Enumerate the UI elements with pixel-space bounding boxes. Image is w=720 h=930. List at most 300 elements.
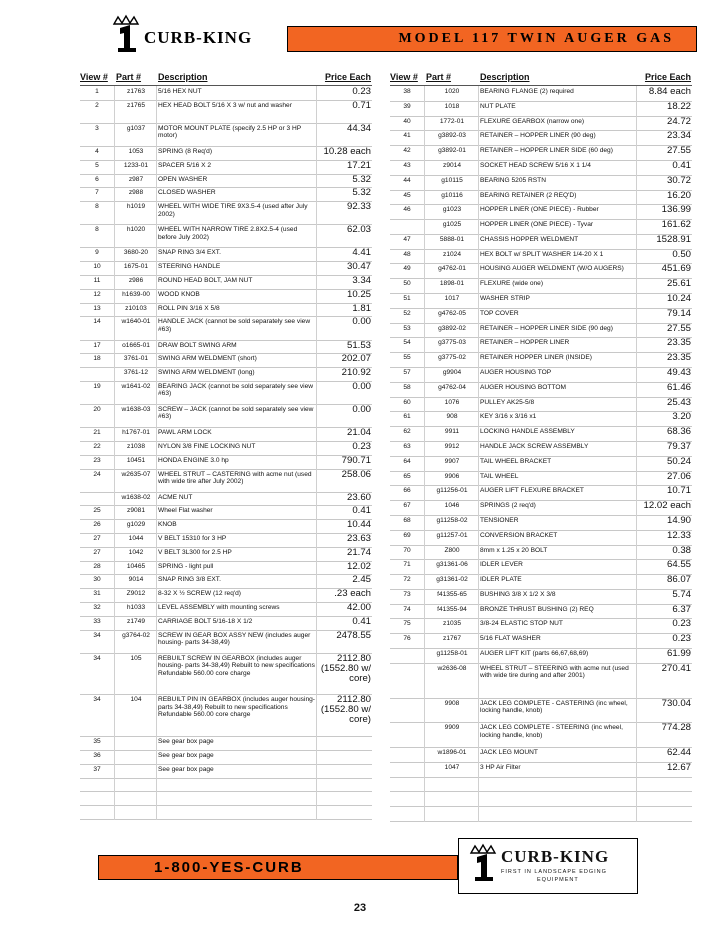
part-description: RETAINER HOPPER LINER (INSIDE) bbox=[480, 354, 592, 362]
price-each: 23.34 bbox=[666, 130, 691, 142]
part-description: SPRING (8 Req'd) bbox=[158, 147, 213, 155]
part-description: BEARING RETAINER (2 REQ'D) bbox=[480, 191, 577, 199]
column-divider bbox=[114, 86, 115, 820]
parts-row bbox=[80, 428, 372, 442]
part-description: FLEXURE GEARBOX (narrow one) bbox=[480, 117, 585, 125]
part-number: z9014 bbox=[443, 161, 461, 169]
part-description: HOPPER LINER (ONE PIECE) - Tyvar bbox=[480, 221, 594, 229]
view-number: 54 bbox=[403, 339, 411, 347]
part-description: WASHER STRIP bbox=[480, 295, 530, 303]
view-number: 51 bbox=[403, 295, 411, 303]
part-description: RETAINER – HOPPER LINER (90 deg) bbox=[480, 132, 596, 140]
part-number: 1898-01 bbox=[439, 280, 465, 288]
price-each: 161.62 bbox=[661, 219, 691, 231]
part-number: z1763 bbox=[127, 88, 145, 95]
part-number: 104 bbox=[130, 696, 142, 704]
part-number: f41355-94 bbox=[437, 605, 467, 613]
price-each: 17.21 bbox=[346, 159, 371, 171]
price-each: 18.22 bbox=[666, 100, 691, 112]
column-header-price: Price Each bbox=[324, 72, 371, 82]
parts-row bbox=[390, 427, 692, 442]
part-number: g3775-02 bbox=[438, 354, 466, 362]
part-description: WHEEL WITH NARROW TIRE 2.8X2.5-4 (used before July 2002) bbox=[158, 226, 298, 241]
price-each: 451.69 bbox=[661, 263, 691, 275]
parts-row bbox=[80, 506, 372, 520]
view-number: 32 bbox=[93, 604, 101, 612]
parts-row bbox=[390, 102, 692, 117]
part-description: See gear box page bbox=[158, 765, 214, 773]
part-description: SOCKET HEAD SCREW 5/16 X 1 1/4 bbox=[480, 161, 591, 169]
part-description: SPACER 5/16 X 2 bbox=[158, 161, 212, 169]
price-each: 0.23 bbox=[672, 633, 691, 645]
part-description: SWING ARM WELDMENT (short) bbox=[158, 355, 257, 363]
price-each: 51.53 bbox=[346, 339, 371, 351]
part-description: WHEEL STRUT – STEERING with acme nut (used with wide tire during and after 2001) bbox=[480, 664, 629, 680]
parts-row bbox=[80, 792, 372, 806]
parts-row bbox=[390, 117, 692, 132]
part-description: HANDLE JACK SCREW ASSEMBLY bbox=[480, 442, 589, 450]
view-number: 28 bbox=[93, 562, 101, 570]
price-each: 0.38 bbox=[672, 544, 691, 556]
view-number: 34 bbox=[93, 631, 101, 639]
view-number: 4 bbox=[95, 147, 99, 155]
parts-row bbox=[390, 338, 692, 353]
price-each: 0.23 bbox=[352, 440, 371, 452]
parts-row bbox=[390, 723, 692, 748]
part-number: 1053 bbox=[128, 147, 144, 155]
part-description: REBUILT PIN IN GEARBOX (includes auger housing- parts 34-38,49) Rebuilt to new specifications Refundable 560.00 core charge bbox=[158, 696, 315, 719]
price-each: 21.74 bbox=[346, 546, 371, 558]
column-divider bbox=[316, 86, 317, 820]
part-number: 1675-01 bbox=[123, 263, 149, 271]
part-number: 9907 bbox=[444, 457, 460, 465]
brand-wordmark: CURB-KING bbox=[501, 847, 610, 866]
parts-row bbox=[80, 456, 372, 470]
view-number: 58 bbox=[403, 383, 411, 391]
price-each: .23 each bbox=[334, 588, 371, 600]
parts-row bbox=[390, 664, 692, 699]
view-number: 55 bbox=[403, 354, 411, 362]
view-number: 22 bbox=[93, 442, 101, 450]
parts-row bbox=[80, 751, 372, 765]
part-number: 10465 bbox=[126, 562, 146, 570]
part-number: w1896-01 bbox=[437, 749, 467, 757]
part-number: g11258-01 bbox=[436, 650, 468, 658]
part-description: 3 HP Air Filter bbox=[480, 763, 521, 771]
parts-row bbox=[80, 603, 372, 617]
parts-row bbox=[390, 649, 692, 664]
view-number: 18 bbox=[93, 355, 101, 363]
part-description: AUGER LIFT KIT (parts 66,67,68,69) bbox=[480, 650, 589, 658]
part-description: BEARING JACK (cannot be sold separately see view #63) bbox=[158, 382, 314, 398]
crown-one-icon bbox=[465, 843, 505, 883]
part-description: 3/8-24 ELASTIC STOP NUT bbox=[480, 620, 563, 628]
parts-row bbox=[390, 161, 692, 176]
view-number: 66 bbox=[403, 487, 411, 495]
part-number: 908 bbox=[446, 413, 458, 421]
parts-row bbox=[80, 617, 372, 631]
parts-row bbox=[80, 695, 372, 737]
part-description: LEVEL ASSEMBLY with mounting screws bbox=[158, 604, 280, 612]
price-each: 24.72 bbox=[666, 115, 691, 127]
column-divider bbox=[156, 86, 157, 820]
parts-row bbox=[390, 590, 692, 605]
parts-row bbox=[390, 264, 692, 279]
part-number: w1640-01 bbox=[121, 318, 151, 326]
part-number: 9912 bbox=[444, 442, 460, 450]
view-number: 36 bbox=[93, 751, 101, 759]
view-number: 13 bbox=[93, 304, 101, 312]
parts-row bbox=[80, 354, 372, 368]
view-number: 63 bbox=[403, 442, 411, 450]
parts-row bbox=[390, 501, 692, 516]
part-number: 1233-01 bbox=[123, 161, 149, 169]
part-description: PAWL ARM LOCK bbox=[158, 429, 212, 437]
part-number: g1023 bbox=[442, 206, 462, 214]
part-number: z1024 bbox=[443, 250, 461, 258]
price-each: 23.35 bbox=[666, 352, 691, 364]
part-description: HOPPER LINER (ONE PIECE) - Rubber bbox=[480, 206, 599, 214]
price-each: 12.02 bbox=[346, 560, 371, 572]
part-number: 1017 bbox=[444, 295, 460, 303]
part-number: z986 bbox=[128, 277, 144, 285]
part-description: KEY 3/16 x 3/16 x1 bbox=[480, 413, 537, 421]
part-number: f41355-65 bbox=[437, 590, 467, 598]
part-description: HONDA ENGINE 3.0 hp bbox=[158, 456, 229, 464]
price-each: 8.84 each bbox=[648, 86, 691, 97]
part-number: g10116 bbox=[441, 191, 463, 199]
part-description: OPEN WASHER bbox=[158, 175, 208, 183]
part-number: g11258-02 bbox=[436, 516, 468, 524]
part-description: PULLEY AK25-5/8 bbox=[480, 398, 535, 406]
price-each: 3.20 bbox=[672, 411, 691, 423]
column-header-price: Price Each bbox=[644, 72, 691, 82]
parts-row bbox=[80, 534, 372, 548]
view-number: 52 bbox=[403, 309, 411, 317]
parts-row bbox=[390, 442, 692, 457]
view-number: 8 bbox=[95, 203, 99, 211]
part-description: JACK LEG COMPLETE - STEERING (inc wheel, locking handle, knob) bbox=[480, 724, 623, 739]
view-number: 72 bbox=[403, 576, 411, 584]
parts-row bbox=[390, 546, 692, 561]
price-each: 23.35 bbox=[666, 337, 691, 349]
price-each: 10.71 bbox=[666, 485, 691, 497]
price-each: 61.46 bbox=[666, 381, 691, 393]
part-number: 1044 bbox=[128, 535, 144, 543]
parts-row bbox=[390, 792, 692, 807]
part-number: g3764-02 bbox=[122, 631, 150, 639]
part-number: w1641-02 bbox=[121, 382, 151, 390]
view-number: 76 bbox=[403, 635, 411, 643]
part-number: 9909 bbox=[444, 724, 460, 732]
part-number: 1018 bbox=[444, 102, 460, 110]
price-each: 202.07 bbox=[341, 353, 371, 365]
parts-row bbox=[390, 472, 692, 487]
parts-row bbox=[80, 147, 372, 161]
parts-row bbox=[80, 442, 372, 456]
price-each: 86.07 bbox=[666, 574, 691, 586]
part-number: 5888-01 bbox=[439, 235, 465, 243]
part-description: See gear box page bbox=[158, 738, 214, 746]
price-each: 2112.80 (1552.80 w/ core) bbox=[320, 652, 371, 684]
parts-row bbox=[390, 131, 692, 146]
price-each: 136.99 bbox=[661, 204, 691, 216]
part-number: w1638-02 bbox=[121, 493, 151, 501]
part-description: BRONZE THRUST BUSHING (2) REQ bbox=[480, 605, 594, 613]
part-description: See gear box page bbox=[158, 751, 214, 759]
parts-row bbox=[390, 383, 692, 398]
part-description: WOOD KNOB bbox=[158, 290, 200, 298]
view-number: 68 bbox=[403, 516, 411, 524]
part-number: 1076 bbox=[444, 398, 460, 406]
part-description: ACME NUT bbox=[158, 493, 193, 501]
part-description: HEX HEAD BOLT 5/16 X 3 w/ nut and washer bbox=[158, 101, 292, 109]
view-number: 50 bbox=[403, 280, 411, 288]
part-description: KNOB bbox=[158, 521, 177, 529]
part-description: RETAINER – HOPPER LINER SIDE (60 deg) bbox=[480, 147, 613, 155]
parts-row bbox=[390, 87, 692, 102]
part-number: g31361-02 bbox=[436, 576, 468, 584]
part-description: IDLER LEVER bbox=[480, 561, 523, 569]
parts-row bbox=[80, 175, 372, 189]
phone-banner bbox=[98, 855, 458, 880]
part-number: g4762-04 bbox=[438, 383, 466, 391]
brand-tagline: FIRST IN LANDSCAPE EDGING bbox=[501, 869, 607, 875]
parts-row bbox=[390, 412, 692, 427]
column-header-view: View # bbox=[390, 72, 418, 82]
view-number: 65 bbox=[403, 472, 411, 480]
price-each: 5.32 bbox=[352, 173, 371, 185]
part-number: g31361-06 bbox=[436, 561, 468, 569]
part-number: h1767-01 bbox=[122, 429, 150, 437]
view-number: 44 bbox=[403, 176, 411, 184]
parts-row bbox=[80, 188, 372, 202]
part-number: 9911 bbox=[444, 428, 460, 436]
price-each: 4.41 bbox=[352, 247, 371, 259]
parts-row bbox=[390, 807, 692, 822]
price-each: 774.28 bbox=[661, 722, 691, 734]
phone-number: 1-800-YES-CURB bbox=[154, 859, 304, 876]
part-description: STEERING HANDLE bbox=[158, 263, 221, 271]
price-each: 1528.91 bbox=[656, 233, 691, 245]
view-number: 48 bbox=[403, 250, 411, 258]
view-number: 35 bbox=[93, 738, 101, 746]
part-description: BEARING FLANGE (2) required bbox=[480, 88, 574, 95]
part-number: h1639-00 bbox=[122, 290, 150, 298]
part-number: g9904 bbox=[442, 369, 462, 377]
part-description: CONVERSION BRACKET bbox=[480, 531, 558, 539]
price-each: 10.28 each bbox=[323, 145, 371, 157]
part-description: SCREW – JACK (cannot be sold separately see view #63) bbox=[158, 406, 314, 421]
part-number: z1035 bbox=[443, 620, 461, 628]
part-description: 5/16 FLAT WASHER bbox=[480, 635, 541, 643]
part-number: z1767 bbox=[443, 635, 461, 643]
price-each: 1.81 bbox=[352, 302, 371, 314]
price-each: 23.60 bbox=[346, 491, 371, 503]
part-description: LOCKING HANDLE ASSEMBLY bbox=[480, 428, 575, 436]
view-number: 37 bbox=[93, 765, 101, 773]
view-number: 43 bbox=[403, 161, 411, 169]
view-number: 38 bbox=[403, 88, 411, 95]
part-number: w2635-07 bbox=[121, 470, 151, 478]
part-description: Wheel Flat washer bbox=[158, 507, 213, 515]
parts-row bbox=[390, 619, 692, 634]
column-divider bbox=[424, 86, 425, 822]
part-number: g1037 bbox=[126, 124, 146, 132]
part-description: ROUND HEAD BOLT, JAM NUT bbox=[158, 277, 253, 285]
part-description: CLOSED WASHER bbox=[158, 189, 216, 197]
part-number: z9081 bbox=[127, 507, 145, 515]
view-number: 19 bbox=[93, 382, 101, 390]
view-number: 41 bbox=[403, 132, 411, 140]
view-number: 75 bbox=[403, 620, 411, 628]
part-description: SNAP RING 3/8 EXT. bbox=[158, 576, 221, 584]
price-each: 62.03 bbox=[346, 224, 371, 236]
price-each: 12.67 bbox=[666, 761, 691, 773]
part-number: w1638-03 bbox=[121, 406, 151, 414]
parts-row bbox=[80, 654, 372, 696]
price-each: 210.92 bbox=[341, 367, 371, 379]
header-divider bbox=[80, 85, 372, 86]
part-number: 9014 bbox=[128, 576, 144, 584]
price-each: 0.00 bbox=[352, 316, 371, 328]
part-description: MOTOR MOUNT PLATE (specify 2.5 HP or 3 HP motor) bbox=[158, 124, 302, 140]
parts-row bbox=[390, 605, 692, 620]
part-description: TAIL WHEEL BRACKET bbox=[480, 457, 552, 465]
part-description: V BELT 3L300 for 2.5 HP bbox=[158, 548, 232, 556]
part-description: NUT PLATE bbox=[480, 102, 516, 110]
part-description: TOP COVER bbox=[480, 309, 519, 317]
part-number: 1046 bbox=[444, 502, 460, 510]
column-divider bbox=[478, 86, 479, 822]
view-number: 9 bbox=[95, 249, 99, 257]
part-description: AUGER LIFT FLEXURE BRACKET bbox=[480, 487, 584, 495]
model-title-banner bbox=[287, 26, 697, 52]
view-number: 53 bbox=[403, 324, 411, 332]
part-description: V BELT 15310 for 3 HP bbox=[158, 535, 227, 543]
part-number: 9908 bbox=[444, 699, 460, 707]
parts-row bbox=[80, 248, 372, 262]
parts-row bbox=[80, 124, 372, 147]
parts-row bbox=[80, 290, 372, 304]
parts-row bbox=[390, 763, 692, 778]
part-number: g3892-02 bbox=[438, 324, 466, 332]
part-number: z1038 bbox=[127, 442, 145, 450]
parts-row bbox=[390, 176, 692, 191]
part-number: g3892-01 bbox=[438, 147, 466, 155]
part-number: z987 bbox=[128, 175, 144, 183]
price-each: 49.43 bbox=[666, 367, 691, 379]
parts-row bbox=[80, 575, 372, 589]
part-description: HANDLE JACK (cannot be sold separately see view #63) bbox=[158, 318, 311, 333]
price-each: 0.00 bbox=[352, 380, 371, 392]
parts-row bbox=[390, 324, 692, 339]
price-each: 25.43 bbox=[666, 396, 691, 408]
parts-row bbox=[390, 250, 692, 265]
part-description: DRAW BOLT SWING ARM bbox=[158, 341, 237, 349]
part-number: g3775-03 bbox=[438, 339, 466, 347]
brand-logo-bottom bbox=[458, 838, 638, 894]
price-each: 25.61 bbox=[666, 278, 691, 290]
price-each: 5.74 bbox=[672, 588, 691, 600]
part-description: NYLON 3/8 FINE LOCKING NUT bbox=[158, 442, 256, 450]
part-number: g4762-01 bbox=[438, 265, 466, 273]
part-number: Z800 bbox=[444, 546, 460, 554]
view-number: 7 bbox=[95, 189, 99, 197]
part-number: z988 bbox=[128, 189, 144, 197]
view-number: 39 bbox=[403, 102, 411, 110]
part-number: h1033 bbox=[126, 604, 146, 612]
part-number: g1029 bbox=[126, 521, 146, 529]
view-number: 62 bbox=[403, 428, 411, 436]
part-description: 8-32 X ½ SCREW (12 req'd) bbox=[158, 590, 241, 598]
price-each: 64.55 bbox=[666, 559, 691, 571]
view-number: 1 bbox=[95, 88, 99, 95]
parts-row bbox=[390, 220, 692, 235]
parts-row bbox=[80, 276, 372, 290]
part-description: HOUSING AUGER WELDMENT (W/O AUGERS) bbox=[480, 265, 624, 273]
price-each: 79.14 bbox=[666, 307, 691, 319]
price-each: 10.25 bbox=[346, 288, 371, 300]
view-number: 30 bbox=[93, 576, 101, 584]
part-number: h1020 bbox=[126, 226, 146, 234]
column-divider bbox=[636, 86, 637, 822]
price-each: 5.32 bbox=[352, 187, 371, 199]
column-header-part: Part # bbox=[426, 72, 452, 82]
parts-row bbox=[80, 225, 372, 248]
column-header-view: View # bbox=[80, 72, 108, 82]
price-each: 6.37 bbox=[672, 603, 691, 615]
view-number: 40 bbox=[403, 117, 411, 125]
part-description: SPRINGS (2 req'd) bbox=[480, 502, 536, 510]
view-number: 57 bbox=[403, 369, 411, 377]
parts-row bbox=[390, 146, 692, 161]
price-each: 0.41 bbox=[352, 615, 371, 627]
price-each: 23.63 bbox=[346, 533, 371, 545]
view-number: 27 bbox=[93, 535, 101, 543]
part-number: h1019 bbox=[126, 203, 146, 211]
view-number: 73 bbox=[403, 590, 411, 598]
brand-tagline-2: EQUIPMENT bbox=[537, 877, 579, 883]
view-number: 74 bbox=[403, 605, 411, 613]
parts-row bbox=[80, 87, 372, 101]
price-each: 16.20 bbox=[666, 189, 691, 201]
parts-row bbox=[80, 589, 372, 603]
view-number: 34 bbox=[93, 654, 101, 662]
part-description: FLEXURE (wide one) bbox=[480, 280, 544, 288]
column-header-part: Part # bbox=[116, 72, 142, 82]
parts-row bbox=[80, 368, 372, 382]
parts-row bbox=[80, 737, 372, 751]
part-number: w2636-08 bbox=[437, 664, 467, 672]
price-each: 0.50 bbox=[672, 248, 691, 260]
parts-row bbox=[390, 486, 692, 501]
price-each: 258.06 bbox=[341, 468, 371, 480]
part-description: 5/16 HEX NUT bbox=[158, 88, 202, 95]
price-each: 61.99 bbox=[666, 648, 691, 660]
part-number: 10451 bbox=[126, 456, 146, 464]
price-each: 2478.55 bbox=[336, 629, 371, 641]
view-number: 46 bbox=[403, 206, 411, 214]
part-number: 3680-20 bbox=[123, 249, 149, 257]
price-each: 2.45 bbox=[352, 574, 371, 586]
price-each: 79.37 bbox=[666, 440, 691, 452]
view-number: 49 bbox=[403, 265, 411, 273]
parts-row bbox=[80, 765, 372, 779]
parts-row bbox=[80, 304, 372, 318]
part-description: JACK LEG MOUNT bbox=[480, 749, 538, 757]
view-number: 71 bbox=[403, 561, 411, 569]
